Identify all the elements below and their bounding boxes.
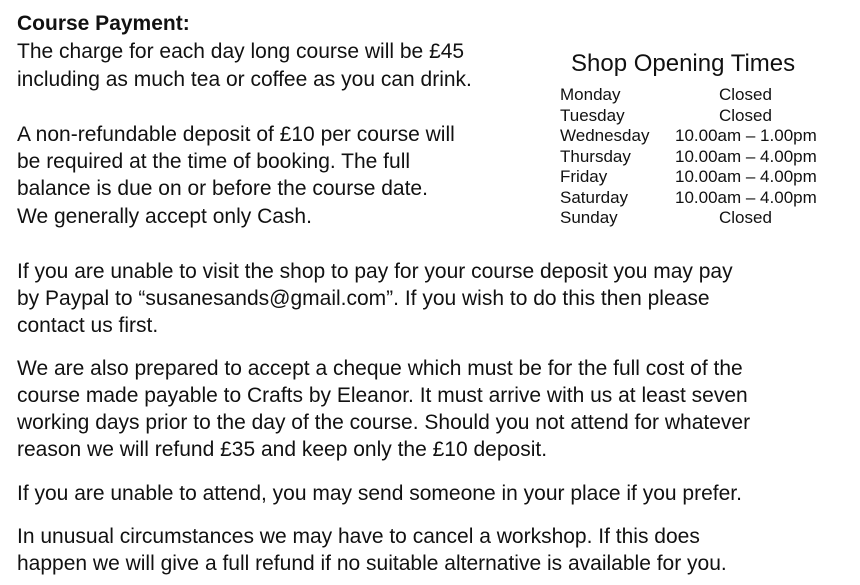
opening-times-title: Shop Opening Times	[571, 50, 796, 77]
opening-hours: 10.00am – 4.00pm	[675, 147, 817, 166]
opening-day: Saturday	[560, 188, 629, 207]
payment-line: balance is due on or before the course date.	[17, 177, 428, 200]
paragraph-line: contact us first.	[17, 314, 159, 337]
opening-hours: 10.00am – 4.00pm	[675, 167, 817, 186]
payment-line: A non-refundable deposit of £10 per course will	[17, 123, 455, 146]
payment-line: The charge for each day long course will be £45	[17, 40, 465, 63]
payment-line: be required at the time of booking. The full	[17, 150, 411, 173]
opening-day: Friday	[560, 167, 608, 186]
payment-line: We generally accept only Cash.	[17, 205, 312, 228]
paragraph-line: We are also prepared to accept a cheque which must be for the full cost of the	[17, 357, 743, 380]
paragraph-line: by Paypal to “susanesands@gmail.com”. If you wish to do this then please	[17, 287, 710, 310]
opening-hours: Closed	[719, 106, 772, 125]
opening-day: Monday	[560, 85, 621, 104]
paragraph-line: happen we will give a full refund if no suitable alternative is available for you.	[17, 552, 727, 575]
opening-times-row	[560, 208, 850, 228]
opening-times-row	[560, 126, 850, 146]
paragraph-line: In unusual circumstances we may have to cancel a workshop. If this does	[17, 525, 700, 548]
opening-day: Tuesday	[560, 106, 625, 125]
opening-hours: Closed	[719, 208, 772, 227]
opening-times-row	[560, 188, 850, 208]
paragraph-line: working days prior to the day of the course. Should you not attend for whatever	[17, 411, 751, 434]
paragraph-line: reason we will refund £35 and keep only the £10 deposit.	[17, 438, 548, 461]
opening-day: Sunday	[560, 208, 618, 227]
opening-day: Wednesday	[560, 126, 650, 145]
opening-day: Thursday	[560, 147, 631, 166]
payment-line: including as much tea or coffee as you can drink.	[17, 68, 472, 91]
opening-hours: Closed	[719, 85, 772, 104]
opening-hours: 10.00am – 1.00pm	[675, 126, 817, 145]
paragraph-line: If you are unable to attend, you may send someone in your place if you prefer.	[17, 482, 742, 505]
paragraph-line: course made payable to Crafts by Eleanor. It must arrive with us at least seven	[17, 384, 748, 407]
opening-times-row	[560, 85, 850, 105]
course-payment-heading: Course Payment:	[17, 12, 190, 35]
opening-hours: 10.00am – 4.00pm	[675, 188, 817, 207]
opening-times-row	[560, 167, 850, 187]
opening-times-row	[560, 106, 850, 126]
paragraph-line: If you are unable to visit the shop to pay for your course deposit you may pay	[17, 260, 733, 283]
opening-times-row	[560, 147, 850, 167]
